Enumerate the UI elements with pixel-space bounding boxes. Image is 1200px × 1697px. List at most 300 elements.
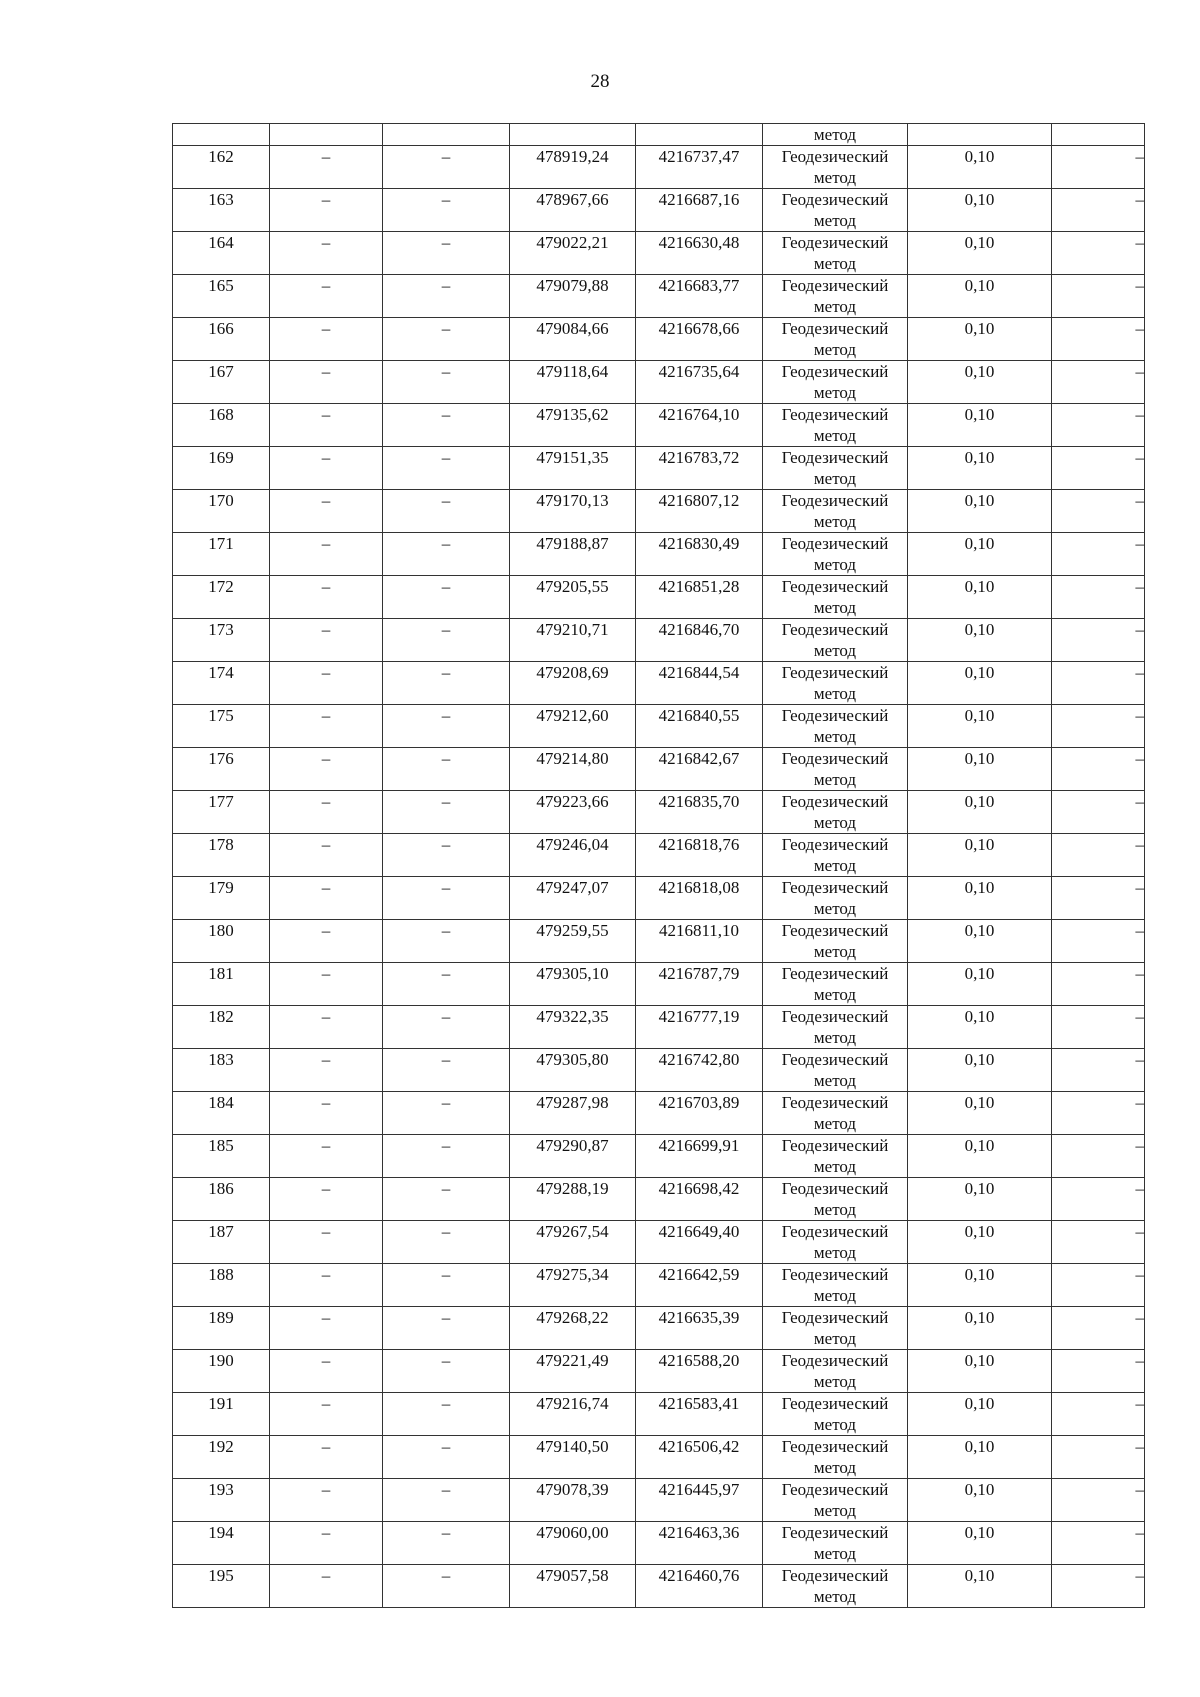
cell-empty [908, 124, 1052, 146]
cell-x-coordinate: 479118,64 [510, 361, 636, 404]
method-text: Геодезический метод [781, 663, 889, 703]
cell-point-number: 194 [173, 1522, 270, 1565]
cell-accuracy: 0,10 [908, 404, 1052, 447]
cell-col8: – [1052, 1221, 1145, 1264]
cell-method [763, 1135, 908, 1178]
cell-col2: – [270, 447, 383, 490]
cell-col8: – [1052, 1393, 1145, 1436]
cell-col2: – [270, 1522, 383, 1565]
method-text: Геодезический метод [781, 706, 889, 746]
cell-x-coordinate: 479170,13 [510, 490, 636, 533]
cell-col8: – [1052, 490, 1145, 533]
cell-col2: – [270, 1565, 383, 1608]
cell-col2: – [270, 1178, 383, 1221]
cell-empty [510, 124, 636, 146]
cell-col2: – [270, 920, 383, 963]
table-row [173, 189, 1145, 232]
table-row [173, 662, 1145, 705]
cell-y-coordinate: 4216703,89 [636, 1092, 763, 1135]
cell-y-coordinate: 4216777,19 [636, 1006, 763, 1049]
method-text: Геодезический метод [781, 1394, 889, 1434]
cell-y-coordinate: 4216737,47 [636, 146, 763, 189]
cell-col8: – [1052, 834, 1145, 877]
cell-accuracy: 0,10 [908, 1307, 1052, 1350]
table-row [173, 275, 1145, 318]
cell-method [763, 748, 908, 791]
cell-col3: – [383, 1092, 510, 1135]
cell-method [763, 447, 908, 490]
table-row [173, 791, 1145, 834]
cell-method [763, 1092, 908, 1135]
cell-point-number: 195 [173, 1565, 270, 1608]
cell-accuracy: 0,10 [908, 576, 1052, 619]
cell-point-number: 164 [173, 232, 270, 275]
cell-col8: – [1052, 748, 1145, 791]
method-text: Геодезический метод [781, 1437, 889, 1477]
cell-point-number: 190 [173, 1350, 270, 1393]
cell-col3: – [383, 920, 510, 963]
table-row [173, 1006, 1145, 1049]
continuation-row [173, 124, 1145, 146]
cell-point-number: 170 [173, 490, 270, 533]
cell-col3: – [383, 275, 510, 318]
cell-point-number: 185 [173, 1135, 270, 1178]
table-row [173, 232, 1145, 275]
cell-empty [173, 124, 270, 146]
cell-y-coordinate: 4216588,20 [636, 1350, 763, 1393]
cell-point-number: 184 [173, 1092, 270, 1135]
cell-col3: – [383, 1178, 510, 1221]
table-row [173, 705, 1145, 748]
cell-method [763, 490, 908, 533]
cell-point-number: 171 [173, 533, 270, 576]
cell-point-number: 167 [173, 361, 270, 404]
cell-col3: – [383, 963, 510, 1006]
cell-x-coordinate: 479223,66 [510, 791, 636, 834]
method-text: Геодезический метод [781, 405, 889, 445]
method-text: Геодезический метод [781, 1308, 889, 1348]
method-text: Геодезический метод [781, 534, 889, 574]
cell-x-coordinate: 479135,62 [510, 404, 636, 447]
cell-col8: – [1052, 1436, 1145, 1479]
cell-method [763, 791, 908, 834]
cell-col2: – [270, 189, 383, 232]
cell-x-coordinate: 479216,74 [510, 1393, 636, 1436]
cell-x-coordinate: 479205,55 [510, 576, 636, 619]
cell-col8: – [1052, 361, 1145, 404]
table-row [173, 1565, 1145, 1608]
method-text: Геодезический метод [781, 878, 889, 918]
cell-col2: – [270, 1221, 383, 1264]
coordinates-table [172, 123, 1145, 1608]
cell-y-coordinate: 4216699,91 [636, 1135, 763, 1178]
cell-y-coordinate: 4216830,49 [636, 533, 763, 576]
cell-method [763, 1479, 908, 1522]
cell-point-number: 163 [173, 189, 270, 232]
cell-point-number: 179 [173, 877, 270, 920]
table-row [173, 404, 1145, 447]
cell-x-coordinate: 479275,34 [510, 1264, 636, 1307]
table-row [173, 1350, 1145, 1393]
cell-accuracy: 0,10 [908, 662, 1052, 705]
cell-x-coordinate: 479268,22 [510, 1307, 636, 1350]
cell-y-coordinate: 4216811,10 [636, 920, 763, 963]
method-text: Геодезический метод [781, 620, 889, 660]
cell-col8: – [1052, 877, 1145, 920]
cell-col2: – [270, 877, 383, 920]
cell-accuracy: 0,10 [908, 791, 1052, 834]
cell-point-number: 178 [173, 834, 270, 877]
cell-col8: – [1052, 275, 1145, 318]
method-text: Геодезический метод [781, 1566, 889, 1606]
cell-point-number: 186 [173, 1178, 270, 1221]
cell-y-coordinate: 4216460,76 [636, 1565, 763, 1608]
cell-x-coordinate: 479259,55 [510, 920, 636, 963]
cell-col2: – [270, 1092, 383, 1135]
cell-empty [636, 124, 763, 146]
cell-method [763, 1221, 908, 1264]
cell-y-coordinate: 4216445,97 [636, 1479, 763, 1522]
cell-col2: – [270, 1307, 383, 1350]
cell-col2: – [270, 1135, 383, 1178]
cell-y-coordinate: 4216807,12 [636, 490, 763, 533]
cell-method [763, 963, 908, 1006]
cell-y-coordinate: 4216844,54 [636, 662, 763, 705]
cell-col8: – [1052, 1479, 1145, 1522]
cell-col3: – [383, 533, 510, 576]
cell-x-coordinate: 479214,80 [510, 748, 636, 791]
table-row [173, 1307, 1145, 1350]
cell-method [763, 146, 908, 189]
cell-method [763, 189, 908, 232]
cell-accuracy: 0,10 [908, 1049, 1052, 1092]
cell-point-number: 172 [173, 576, 270, 619]
cell-x-coordinate: 479057,58 [510, 1565, 636, 1608]
cell-accuracy: 0,10 [908, 1479, 1052, 1522]
cell-col3: – [383, 662, 510, 705]
method-text: Геодезический метод [781, 491, 889, 531]
method-text: Геодезический метод [781, 233, 889, 273]
cell-y-coordinate: 4216818,08 [636, 877, 763, 920]
cell-col8: – [1052, 189, 1145, 232]
cell-accuracy: 0,10 [908, 963, 1052, 1006]
cell-col2: – [270, 834, 383, 877]
cell-point-number: 189 [173, 1307, 270, 1350]
cell-col3: – [383, 232, 510, 275]
cell-point-number: 193 [173, 1479, 270, 1522]
cell-col3: – [383, 490, 510, 533]
cell-col3: – [383, 1393, 510, 1436]
cell-point-number: 169 [173, 447, 270, 490]
cell-col8: – [1052, 1307, 1145, 1350]
cell-x-coordinate: 479305,10 [510, 963, 636, 1006]
cell-point-number: 177 [173, 791, 270, 834]
cell-point-number: 176 [173, 748, 270, 791]
cell-x-coordinate: 479022,21 [510, 232, 636, 275]
cell-col3: – [383, 619, 510, 662]
table-row [173, 619, 1145, 662]
table-row [173, 1436, 1145, 1479]
method-text: Геодезический метод [781, 1351, 889, 1391]
cell-y-coordinate: 4216846,70 [636, 619, 763, 662]
table-row [173, 1264, 1145, 1307]
cell-x-coordinate: 479079,88 [510, 275, 636, 318]
table-row [173, 1049, 1145, 1092]
cell-y-coordinate: 4216506,42 [636, 1436, 763, 1479]
method-text: Геодезический метод [781, 1093, 889, 1133]
table-row [173, 447, 1145, 490]
cell-x-coordinate: 479221,49 [510, 1350, 636, 1393]
cell-point-number: 187 [173, 1221, 270, 1264]
cell-col3: – [383, 1049, 510, 1092]
cell-point-number: 174 [173, 662, 270, 705]
cell-col3: – [383, 1221, 510, 1264]
cell-col3: – [383, 877, 510, 920]
cell-col2: – [270, 146, 383, 189]
cell-col2: – [270, 619, 383, 662]
cell-col3: – [383, 1522, 510, 1565]
cell-col3: – [383, 834, 510, 877]
table-row [173, 318, 1145, 361]
cell-accuracy: 0,10 [908, 1006, 1052, 1049]
cell-col8: – [1052, 662, 1145, 705]
cell-accuracy: 0,10 [908, 1436, 1052, 1479]
cell-method [763, 1264, 908, 1307]
table-row [173, 1221, 1145, 1264]
cell-accuracy: 0,10 [908, 318, 1052, 361]
cell-x-coordinate: 479247,07 [510, 877, 636, 920]
table-row [173, 490, 1145, 533]
cell-col2: – [270, 318, 383, 361]
cell-col2: – [270, 1393, 383, 1436]
cell-col2: – [270, 533, 383, 576]
page-number: 28 [590, 71, 610, 92]
cell-point-number: 162 [173, 146, 270, 189]
cell-x-coordinate: 479084,66 [510, 318, 636, 361]
cell-col2: – [270, 662, 383, 705]
method-text: Геодезический метод [781, 835, 889, 875]
cell-accuracy: 0,10 [908, 447, 1052, 490]
cell-col8: – [1052, 1350, 1145, 1393]
cell-point-number: 188 [173, 1264, 270, 1307]
cell-y-coordinate: 4216851,28 [636, 576, 763, 619]
cell-col8: – [1052, 1522, 1145, 1565]
table-row [173, 1479, 1145, 1522]
cell-y-coordinate: 4216630,48 [636, 232, 763, 275]
method-text: Геодезический метод [781, 749, 889, 789]
cell-x-coordinate: 479267,54 [510, 1221, 636, 1264]
method-text: Геодезический метод [781, 1136, 889, 1176]
table-row [173, 920, 1145, 963]
cell-method [763, 318, 908, 361]
cell-method [763, 404, 908, 447]
method-text: Геодезический метод [781, 1050, 889, 1090]
cell-col2: – [270, 791, 383, 834]
table-row [173, 748, 1145, 791]
method-text: Геодезический метод [781, 448, 889, 488]
cell-col8: – [1052, 963, 1145, 1006]
cell-y-coordinate: 4216683,77 [636, 275, 763, 318]
cell-col3: – [383, 146, 510, 189]
cell-method [763, 1307, 908, 1350]
cell-col2: – [270, 1436, 383, 1479]
cell-accuracy: 0,10 [908, 920, 1052, 963]
cell-y-coordinate: 4216742,80 [636, 1049, 763, 1092]
cell-accuracy: 0,10 [908, 1135, 1052, 1178]
method-text: Геодезический метод [781, 1007, 889, 1047]
cell-point-number: 165 [173, 275, 270, 318]
cell-point-number: 192 [173, 1436, 270, 1479]
cell-col2: – [270, 576, 383, 619]
cell-col8: – [1052, 791, 1145, 834]
cell-method [763, 1393, 908, 1436]
cell-y-coordinate: 4216687,16 [636, 189, 763, 232]
cell-method [763, 1049, 908, 1092]
cell-accuracy: 0,10 [908, 1264, 1052, 1307]
cell-col2: – [270, 490, 383, 533]
cell-x-coordinate: 479212,60 [510, 705, 636, 748]
cell-col3: – [383, 1565, 510, 1608]
cell-method [763, 1436, 908, 1479]
method-text: Геодезический метод [781, 362, 889, 402]
cell-col3: – [383, 1264, 510, 1307]
cell-col8: – [1052, 447, 1145, 490]
cell-point-number: 175 [173, 705, 270, 748]
cell-accuracy: 0,10 [908, 1393, 1052, 1436]
cell-method [763, 361, 908, 404]
cell-empty [1052, 124, 1145, 146]
cell-method [763, 1178, 908, 1221]
cell-col3: – [383, 1350, 510, 1393]
cell-col2: – [270, 963, 383, 1006]
cell-y-coordinate: 4216783,72 [636, 447, 763, 490]
cell-col8: – [1052, 705, 1145, 748]
cell-point-number: 173 [173, 619, 270, 662]
table-row [173, 576, 1145, 619]
table-row [173, 877, 1145, 920]
cell-col2: – [270, 748, 383, 791]
cell-col2: – [270, 1264, 383, 1307]
cell-y-coordinate: 4216649,40 [636, 1221, 763, 1264]
method-text: Геодезический метод [781, 319, 889, 359]
cell-accuracy: 0,10 [908, 146, 1052, 189]
cell-empty [383, 124, 510, 146]
cell-method [763, 576, 908, 619]
cell-method [763, 662, 908, 705]
method-text: Геодезический метод [781, 1222, 889, 1262]
table-row [173, 1135, 1145, 1178]
cell-empty [270, 124, 383, 146]
cell-accuracy: 0,10 [908, 877, 1052, 920]
cell-x-coordinate: 479287,98 [510, 1092, 636, 1135]
cell-accuracy: 0,10 [908, 533, 1052, 576]
table-row [173, 963, 1145, 1006]
cell-accuracy: 0,10 [908, 748, 1052, 791]
cell-y-coordinate: 4216835,70 [636, 791, 763, 834]
cell-x-coordinate: 479246,04 [510, 834, 636, 877]
method-text: Геодезический метод [781, 190, 889, 230]
cell-accuracy: 0,10 [908, 705, 1052, 748]
cell-col2: – [270, 232, 383, 275]
cell-x-coordinate: 479290,87 [510, 1135, 636, 1178]
cell-col3: – [383, 576, 510, 619]
cell-col3: – [383, 189, 510, 232]
cell-y-coordinate: 4216787,79 [636, 963, 763, 1006]
cell-x-coordinate: 479140,50 [510, 1436, 636, 1479]
cell-accuracy: 0,10 [908, 1565, 1052, 1608]
cell-col8: – [1052, 404, 1145, 447]
cell-method [763, 1006, 908, 1049]
cell-method [763, 533, 908, 576]
cell-col2: – [270, 1049, 383, 1092]
table-row [173, 1522, 1145, 1565]
cell-col8: – [1052, 146, 1145, 189]
table-row [173, 834, 1145, 877]
cell-accuracy: 0,10 [908, 619, 1052, 662]
cell-method [763, 1522, 908, 1565]
cell-accuracy: 0,10 [908, 490, 1052, 533]
cell-point-number: 181 [173, 963, 270, 1006]
method-text: Геодезический метод [781, 147, 889, 187]
cell-y-coordinate: 4216735,64 [636, 361, 763, 404]
cell-col3: – [383, 1479, 510, 1522]
cell-y-coordinate: 4216764,10 [636, 404, 763, 447]
cell-x-coordinate: 479210,71 [510, 619, 636, 662]
cell-x-coordinate: 479060,00 [510, 1522, 636, 1565]
cell-point-number: 191 [173, 1393, 270, 1436]
cell-method [763, 1350, 908, 1393]
cell-col8: – [1052, 1565, 1145, 1608]
cell-accuracy: 0,10 [908, 232, 1052, 275]
cell-y-coordinate: 4216678,66 [636, 318, 763, 361]
cell-y-coordinate: 4216842,67 [636, 748, 763, 791]
cell-col2: – [270, 404, 383, 447]
cell-col8: – [1052, 1006, 1145, 1049]
cell-point-number: 180 [173, 920, 270, 963]
cell-point-number: 166 [173, 318, 270, 361]
cell-y-coordinate: 4216698,42 [636, 1178, 763, 1221]
method-text: Геодезический метод [781, 1523, 889, 1563]
method-text: Геодезический метод [781, 921, 889, 961]
cell-col3: – [383, 1307, 510, 1350]
cell-col2: – [270, 1479, 383, 1522]
cell-accuracy: 0,10 [908, 361, 1052, 404]
cell-y-coordinate: 4216463,36 [636, 1522, 763, 1565]
cell-method [763, 619, 908, 662]
table-body [173, 124, 1145, 1608]
cell-col2: – [270, 275, 383, 318]
cell-method [763, 232, 908, 275]
cell-accuracy: 0,10 [908, 1350, 1052, 1393]
cell-accuracy: 0,10 [908, 1092, 1052, 1135]
cell-method [763, 275, 908, 318]
method-text: Геодезический метод [781, 276, 889, 316]
cell-method [763, 705, 908, 748]
table-row [173, 533, 1145, 576]
cell-col8: – [1052, 576, 1145, 619]
method-text: Геодезический метод [781, 1265, 889, 1305]
cell-accuracy: 0,10 [908, 1178, 1052, 1221]
cell-x-coordinate: 479322,35 [510, 1006, 636, 1049]
cell-col8: – [1052, 533, 1145, 576]
cell-col3: – [383, 1135, 510, 1178]
cell-col3: – [383, 1006, 510, 1049]
cell-point-number: 183 [173, 1049, 270, 1092]
method-text: Геодезический метод [781, 1480, 889, 1520]
cell-col8: – [1052, 1264, 1145, 1307]
cell-col8: – [1052, 318, 1145, 361]
cell-col3: – [383, 748, 510, 791]
